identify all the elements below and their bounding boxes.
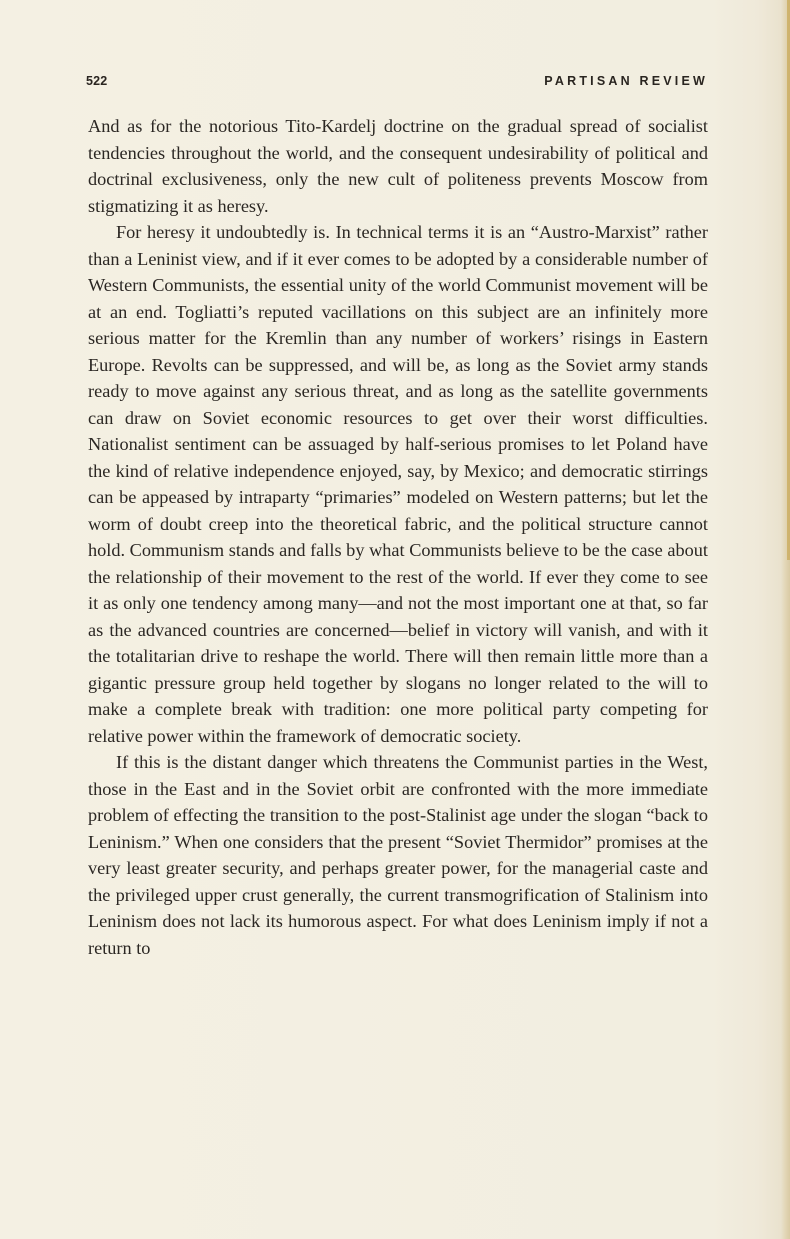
- paragraph-3: If this is the distant danger which threatens the Communist parties in the West, those in the East and in the Soviet orbit are confronted with the more immediate problem of effecting the transition to the post-Stalinist age under the slogan “back to Leninism.” When one considers that the present “Soviet Thermidor” promises at the very least greater security, and perhaps greater power, for the managerial caste and the privileged upper crust generally, the current transmogrification of Stalinism into Leninism does not lack its humorous aspect. For what does Leninism imply if not a return to: [88, 752, 708, 958]
- page-header: [86, 74, 708, 94]
- page-edge: [781, 0, 790, 1239]
- page-number: 522: [86, 74, 108, 88]
- running-head: PARTISAN REVIEW: [544, 74, 708, 88]
- paragraph-2: For heresy it undoubtedly is. In technical terms it is an “Austro-Marxist” rather than a Leninist view, and if it ever comes to be adopted by a considerable number of Western Communists, the essential unity of the world Communist movement will be at an end. Togliatti’s reputed vacillations on this subject are an infinitely more serious matter for the Kremlin than any number of workers’ risings in Eastern Europe. Revolts can be suppressed, and will be, as long as the Soviet army stands ready to move against any serious threat, and as long as the satellite governments can draw on Soviet economic resources to get over their worst difficulties. Nationalist sentiment can be assuaged by half-serious promises to let Poland have the kind of relative independence enjoyed, say, by Mexico; and democratic stirrings can be appeased by intraparty “primaries” modeled on Western patterns; but let the worm of doubt creep into the theoretical fabric, and the political structure cannot hold. Communism stands and falls by what Communists believe to be the case about the relationship of their movement to the rest of the world. If ever they come to see it as only one tendency among many—and not the most important one at that, so far as the advanced countries are concerned—belief in victory will vanish, and with it the totalitarian drive to reshape the world. There will then remain little more than a gigantic pressure group held together by slogans no longer related to the will to make a complete break with tradition: one more political party competing for relative power within the framework of democratic society.: [88, 222, 708, 746]
- body-text: [88, 113, 708, 961]
- paragraph-1: And as for the notorious Tito-Kardelj doctrine on the gradual spread of socialist tendencies throughout the world, and the consequent undesirability of political and doctrinal exclusiveness, only the new cult of politeness prevents Moscow from stigmatizing it as heresy.: [88, 116, 708, 216]
